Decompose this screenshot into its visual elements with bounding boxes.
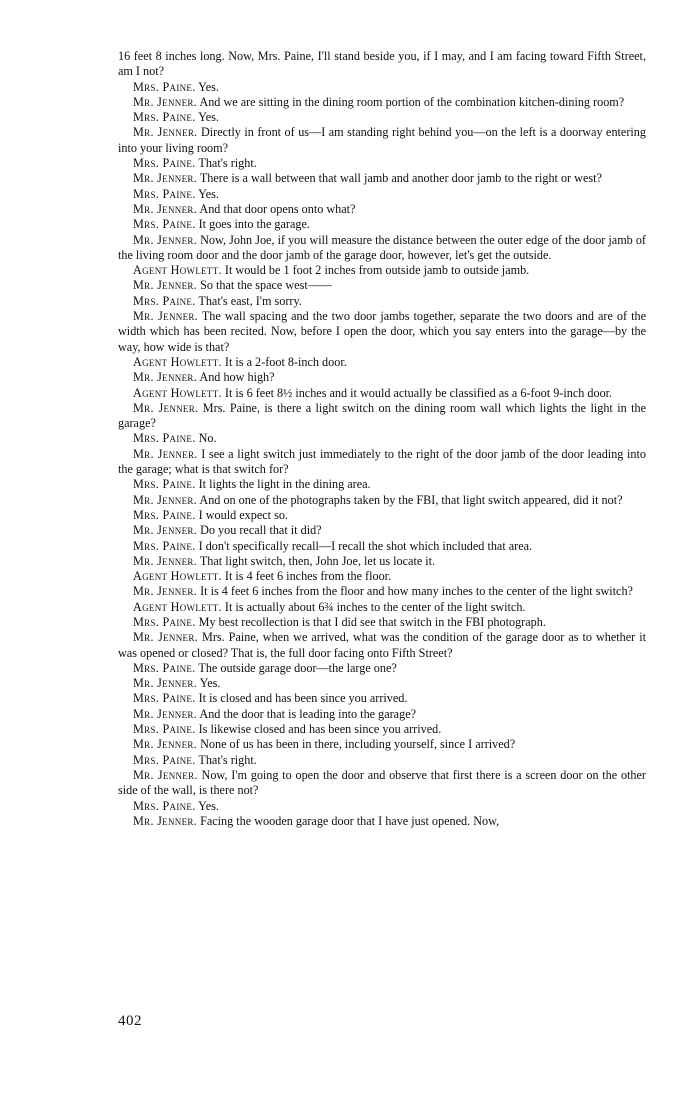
speaker-label: Mrs. Paine. — [133, 691, 196, 706]
testimony-text — [118, 49, 646, 829]
speaker-label: Mrs. Paine. — [133, 217, 196, 232]
speech-text: So that the space west—— — [197, 278, 333, 293]
speaker-label: Mrs. Paine. — [133, 507, 196, 522]
dialogue-paragraph — [118, 676, 646, 691]
dialogue-paragraph — [118, 523, 646, 538]
speaker-label: Mrs. Paine. — [133, 431, 196, 446]
speech-text: It would be 1 foot 2 inches from outside jamb to outside jamb. — [221, 263, 530, 278]
speech-text: I would expect so. — [195, 507, 288, 522]
dialogue-paragraph — [118, 554, 646, 569]
speaker-label: Mrs. Paine. — [133, 752, 196, 767]
speech-text: Yes. — [197, 676, 221, 691]
dialogue-paragraph — [118, 171, 646, 186]
speaker-label: Mr. Jenner. — [133, 94, 198, 109]
speaker-label: Mrs. Paine. — [133, 79, 196, 94]
dialogue-paragraph — [118, 630, 646, 661]
speech-text: Yes. — [195, 186, 219, 201]
speech-text: Yes. — [195, 79, 219, 94]
speech-text: And that door opens onto what? — [197, 201, 356, 216]
speaker-label: Agent Howlett. — [133, 599, 222, 614]
speech-text: And the door that is leading into the garage? — [197, 706, 417, 721]
speaker-label: Mrs. Paine. — [133, 614, 196, 629]
speech-text: Facing the wooden garage door that I have just opened. Now, — [197, 813, 500, 828]
dialogue-paragraph — [118, 493, 646, 508]
speech-text: That's right. — [195, 156, 257, 171]
speaker-label: Mr. Jenner. — [133, 523, 198, 538]
dialogue-paragraph — [118, 233, 646, 264]
speech-text: It is a 2-foot 8-inch door. — [221, 354, 347, 369]
speech-text: Now, John Joe, if you will measure the distance between the outer edge of the door jamb of the living room door and the door jamb of the garage door, however, let's get the outside. — [118, 232, 646, 262]
speech-text: And how high? — [197, 370, 275, 385]
speaker-label: Mrs. Paine. — [133, 110, 196, 125]
speech-text: Do you recall that it did? — [197, 523, 322, 538]
speech-text: It is 6 feet 8½ inches and it would actually be classified as a 6-foot 9-inch door. — [221, 385, 613, 400]
speaker-label: Agent Howlett. — [133, 385, 222, 400]
dialogue-paragraph — [118, 661, 646, 676]
dialogue-paragraph — [118, 768, 646, 799]
speaker-label: Mrs. Paine. — [133, 798, 196, 813]
dialogue-paragraph — [118, 508, 646, 523]
speaker-label: Mr. Jenner. — [133, 584, 198, 599]
speaker-label: Mr. Jenner. — [133, 125, 198, 140]
dialogue-paragraph — [118, 737, 646, 752]
dialogue-paragraph — [118, 355, 646, 370]
dialogue-paragraph — [118, 294, 646, 309]
dialogue-paragraph — [118, 217, 646, 232]
dialogue-paragraph — [118, 278, 646, 293]
dialogue-paragraph — [118, 477, 646, 492]
dialogue-paragraph — [118, 447, 646, 478]
speaker-label: Mr. Jenner. — [133, 676, 198, 691]
dialogue-paragraph — [118, 722, 646, 737]
dialogue-paragraph — [118, 125, 646, 156]
speaker-label: Mr. Jenner. — [133, 278, 198, 293]
dialogue-paragraph — [118, 584, 646, 599]
speaker-label: Mr. Jenner. — [133, 232, 198, 247]
dialogue-paragraph — [118, 799, 646, 814]
speech-text: It is closed and has been since you arrived. — [195, 691, 408, 706]
dialogue-paragraph — [118, 691, 646, 706]
speaker-label: Mrs. Paine. — [133, 660, 196, 675]
dialogue-paragraph — [118, 80, 646, 95]
speaker-label: Mrs. Paine. — [133, 538, 196, 553]
dialogue-paragraph — [118, 569, 646, 584]
dialogue-paragraph — [118, 202, 646, 217]
speaker-label: Mrs. Paine. — [133, 186, 196, 201]
speaker-label: Mr. Jenner. — [133, 171, 198, 186]
dialogue-paragraph — [118, 110, 646, 125]
dialogue-paragraph — [118, 753, 646, 768]
speech-text: And on one of the photographs taken by the FBI, that light switch appeared, did it not? — [197, 492, 623, 507]
speech-text: And we are sitting in the dining room portion of the combination kitchen-dining room? — [197, 94, 625, 109]
speaker-label: Mr. Jenner. — [133, 446, 198, 461]
dialogue-paragraph — [118, 615, 646, 630]
speaker-label: Mr. Jenner. — [133, 737, 198, 752]
speech-text: No. — [195, 431, 217, 446]
speech-text: Yes. — [195, 110, 219, 125]
speech-text: None of us has been in there, including yourself, since I arrived? — [197, 737, 516, 752]
dialogue-paragraph — [118, 156, 646, 171]
speech-text: Directly in front of us—I am standing right behind you—on the left is a doorway entering into your living room? — [118, 125, 646, 155]
speaker-label: Mrs. Paine. — [133, 477, 196, 492]
speaker-label: Mrs. Paine. — [133, 722, 196, 737]
speaker-label: Mr. Jenner. — [133, 553, 198, 568]
speech-text: The outside garage door—the large one? — [195, 660, 397, 675]
continuation-paragraph: 16 feet 8 inches long. Now, Mrs. Paine, I'll stand beside you, if I may, and I am facing toward Fifth Street, am I not? — [118, 49, 646, 79]
speech-text: That light switch, then, John Joe, let us locate it. — [197, 553, 436, 568]
speech-text: The wall spacing and the two door jambs together, separate the two doors and are of the width which has been recited. Now, before I open the door, which you say enters into the garage—by the way, how wide is that? — [118, 309, 646, 354]
speaker-label: Mr. Jenner. — [133, 201, 198, 216]
speech-text: That's east, I'm sorry. — [195, 293, 302, 308]
speech-text: Yes. — [195, 798, 219, 813]
speech-text: I see a light switch just immediately to the right of the door jamb of the door leading into the garage; what is that switch for? — [118, 446, 646, 477]
speech-text: It is actually about 6¾ inches to the center of the light switch. — [221, 599, 526, 614]
speech-text: There is a wall between that wall jamb and another door jamb to the right or west? — [197, 171, 602, 186]
dialogue-paragraph — [118, 187, 646, 202]
speaker-label: Agent Howlett. — [133, 569, 222, 584]
dialogue-paragraph — [118, 401, 646, 432]
speech-text: Now, I'm going to open the door and observe that first there is a screen door on the other side of the wall, is there not? — [118, 767, 646, 798]
speaker-label: Mr. Jenner. — [133, 492, 198, 507]
speech-text: Is likewise closed and has been since you arrived. — [195, 722, 442, 737]
speaker-label: Mr. Jenner. — [133, 630, 198, 645]
dialogue-paragraph — [118, 95, 646, 110]
dialogue-paragraph — [118, 814, 646, 829]
speaker-label: Mrs. Paine. — [133, 293, 196, 308]
dialogue-paragraph — [118, 309, 646, 355]
dialogue-paragraph — [118, 370, 646, 385]
speech-text: It is 4 feet 6 inches from the floor. — [221, 569, 392, 584]
speaker-label: Mr. Jenner. — [133, 813, 198, 828]
dialogue-paragraph — [118, 431, 646, 446]
speech-text: That's right. — [195, 752, 257, 767]
dialogue-paragraph — [118, 539, 646, 554]
speech-text: It goes into the garage. — [195, 217, 310, 232]
dialogue-paragraph — [118, 263, 646, 278]
speaker-label: Mr. Jenner. — [133, 767, 198, 782]
speaker-label: Mrs. Paine. — [133, 156, 196, 171]
dialogue-paragraph — [118, 386, 646, 401]
speaker-label: Mr. Jenner. — [133, 706, 198, 721]
speaker-label: Mr. Jenner. — [133, 370, 198, 385]
speaker-label: Agent Howlett. — [133, 354, 222, 369]
dialogue-paragraph — [118, 600, 646, 615]
dialogue-paragraph — [118, 707, 646, 722]
speech-text: I don't specifically recall—I recall the shot which included that area. — [195, 538, 533, 553]
speaker-label: Mr. Jenner. — [133, 309, 199, 324]
speaker-label: Mr. Jenner. — [133, 400, 199, 415]
speech-text: It lights the light in the dining area. — [195, 477, 371, 492]
speech-text: Mrs. Paine, is there a light switch on the dining room wall which lights the light in the garage? — [118, 400, 646, 431]
page-number: 402 — [118, 1013, 142, 1029]
speech-text: Mrs. Paine, when we arrived, what was the condition of the garage door as to whether it was opened or closed? That is, the full door facing onto Fifth Street? — [118, 630, 646, 660]
speech-text: My best recollection is that I did see that switch in the FBI photograph. — [195, 614, 546, 629]
speech-text: It is 4 feet 6 inches from the floor and how many inches to the center of the light switch? — [197, 584, 633, 599]
speaker-label: Agent Howlett. — [133, 263, 222, 278]
